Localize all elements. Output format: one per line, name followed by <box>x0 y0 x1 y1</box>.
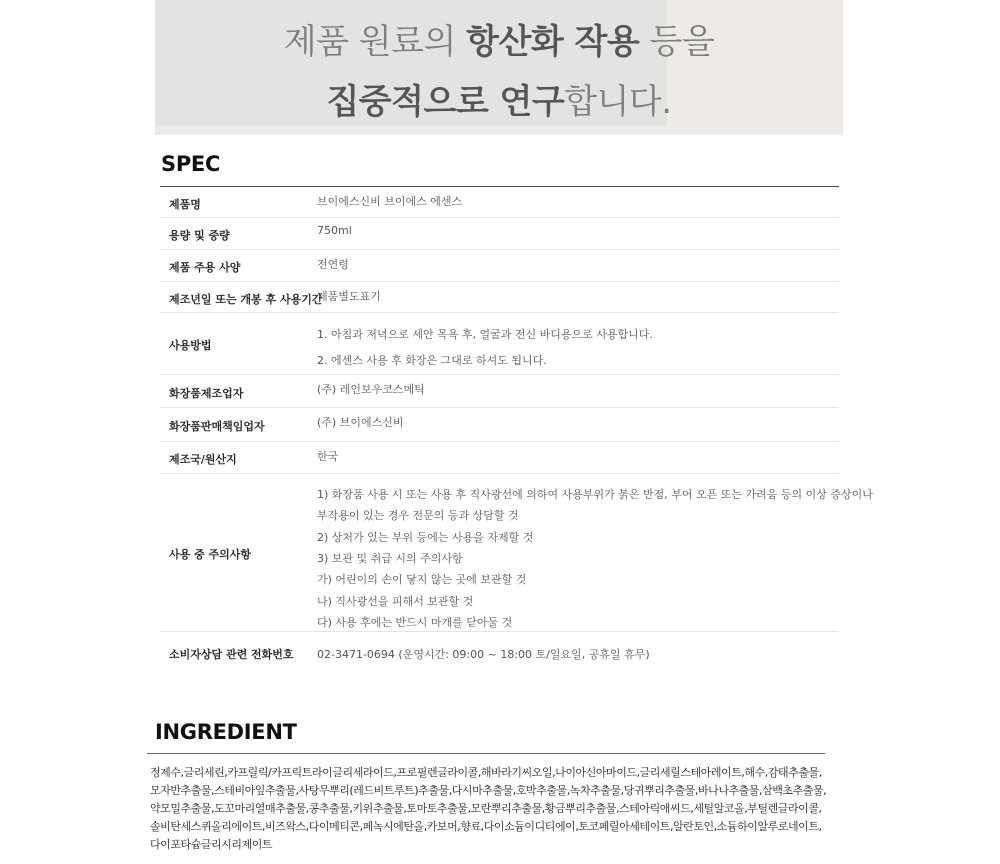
spec-value-line: 나) 직사광선을 피해서 보관할 것 <box>317 594 474 608</box>
spec-row <box>160 282 839 313</box>
spec-value-line: 다) 사용 후에는 반드시 마개를 닫아둘 것 <box>317 615 513 629</box>
spec-row <box>160 313 839 375</box>
spec-row-label: 제품 주용 사양 <box>169 261 241 274</box>
spec-row <box>160 375 839 408</box>
spec-value-line: 2. 에센스 사용 후 화장은 그대로 하셔도 됩니다. <box>317 354 547 367</box>
ingredient-title: INGREDIENT <box>155 720 297 744</box>
ingredient-rule <box>147 753 825 754</box>
ingredient-line: 솔비탄세스퀴올리에이트,비즈왁스,다이메티콘,페녹시에탄올,카보머,향료,다이소듐이디티에이,토코페릴아세테이트,알란토인,소듐하이알루로네이트, <box>150 820 822 833</box>
spec-value-line: 1. 아침과 저녁으로 세안 목욕 후, 얼굴과 전신 바디용으로 사용합니다. <box>317 328 653 341</box>
spec-row-value: 한국 <box>317 450 339 463</box>
spec-row-label: 제조년일 또는 개봉 후 사용기간 <box>169 292 323 306</box>
spec-row-label: 사용방법 <box>169 339 212 352</box>
spec-value-line: 부작용이 있는 경우 전문의 등과 상담할 것 <box>317 509 519 523</box>
ingredient-line: 정제수,글리세린,카프릴릭/카프릭트라이글리세라이드,프로필렌글라이콜,해바라기씨오일,나이아신아마이드,글리세릴스테아레이트,해수,감태추출물, <box>150 766 822 779</box>
spec-row <box>160 218 839 250</box>
spec-row <box>160 442 839 474</box>
spec-row-label: 소비자상담 관련 전화번호 <box>169 648 294 661</box>
hero-headline-line2: 집중적으로 연구합니다. <box>326 82 672 122</box>
spec-row <box>160 632 839 674</box>
spec-row-label: 사용 중 주의사항 <box>169 548 252 561</box>
ingredient-list <box>150 764 840 854</box>
spec-row-value: 제품별도표기 <box>317 290 381 303</box>
spec-row-value: (주) 레인보우코스메틱 <box>317 383 425 396</box>
spec-row-label: 제조국/원산지 <box>169 453 237 466</box>
spec-value-line: 가) 어린이의 손이 닿지 않는 곳에 보관할 것 <box>317 573 527 587</box>
spec-row <box>160 474 873 632</box>
spec-row-label: 제품명 <box>169 197 201 211</box>
spec-row-label: 용량 및 중량 <box>169 229 230 242</box>
hero-banner <box>155 0 843 135</box>
ingredient-line: 약모밀추출물,도꼬마리열매추출물,콩추출물,키위추출물,토마토추출물,모란뿌리추출물,황금뿌리추출물,스테아릭애씨드,세틸알코올,부틸렌글라이콜, <box>150 802 822 815</box>
spec-value-line: 2) 상처가 있는 부위 등에는 사용을 자제할 것 <box>317 530 534 544</box>
spec-row-value: (주) 브이에스신비 <box>317 416 404 429</box>
spec-row <box>160 187 839 218</box>
ingredient-line: 다이포타슘글리시리제이트 <box>150 838 273 851</box>
spec-value-line: 3) 보관 및 취급 시의 주의사항 <box>317 551 463 565</box>
spec-row-value: 전연령 <box>317 258 349 271</box>
spec-row <box>160 250 839 282</box>
spec-row-label: 화장품제조업자 <box>169 386 244 400</box>
spec-row-label: 화장품판매책임업자 <box>169 420 265 433</box>
ingredient-line: 모자반추출물,스테비아잎추출물,사탕무뿌리(레드비트루트)추출물,다시마추출물,호박추출물,녹차추출물,당귀뿌리추출물,바나나추출물,삼백초추출물, <box>150 784 827 797</box>
spec-row <box>160 408 839 442</box>
hero-headline-line1: 제품 원료의 항산화 작용 등을 <box>283 22 715 62</box>
spec-row-value: 750ml <box>317 224 352 237</box>
spec-title: SPEC <box>161 152 221 176</box>
spec-value-line: 1) 화장품 사용 시 또는 사용 후 직사광선에 의하여 사용부위가 붉은 반점, 부어 오픈 또는 가려움 등의 이상 증상이나 <box>317 488 873 501</box>
spec-row-value: 02-3471-0694 (운영시간: 09:00 ~ 18:00 토/일요일, 공휴일 휴무) <box>317 648 650 661</box>
spec-row-value: 브이에스신비 브이에스 에센스 <box>317 195 463 208</box>
